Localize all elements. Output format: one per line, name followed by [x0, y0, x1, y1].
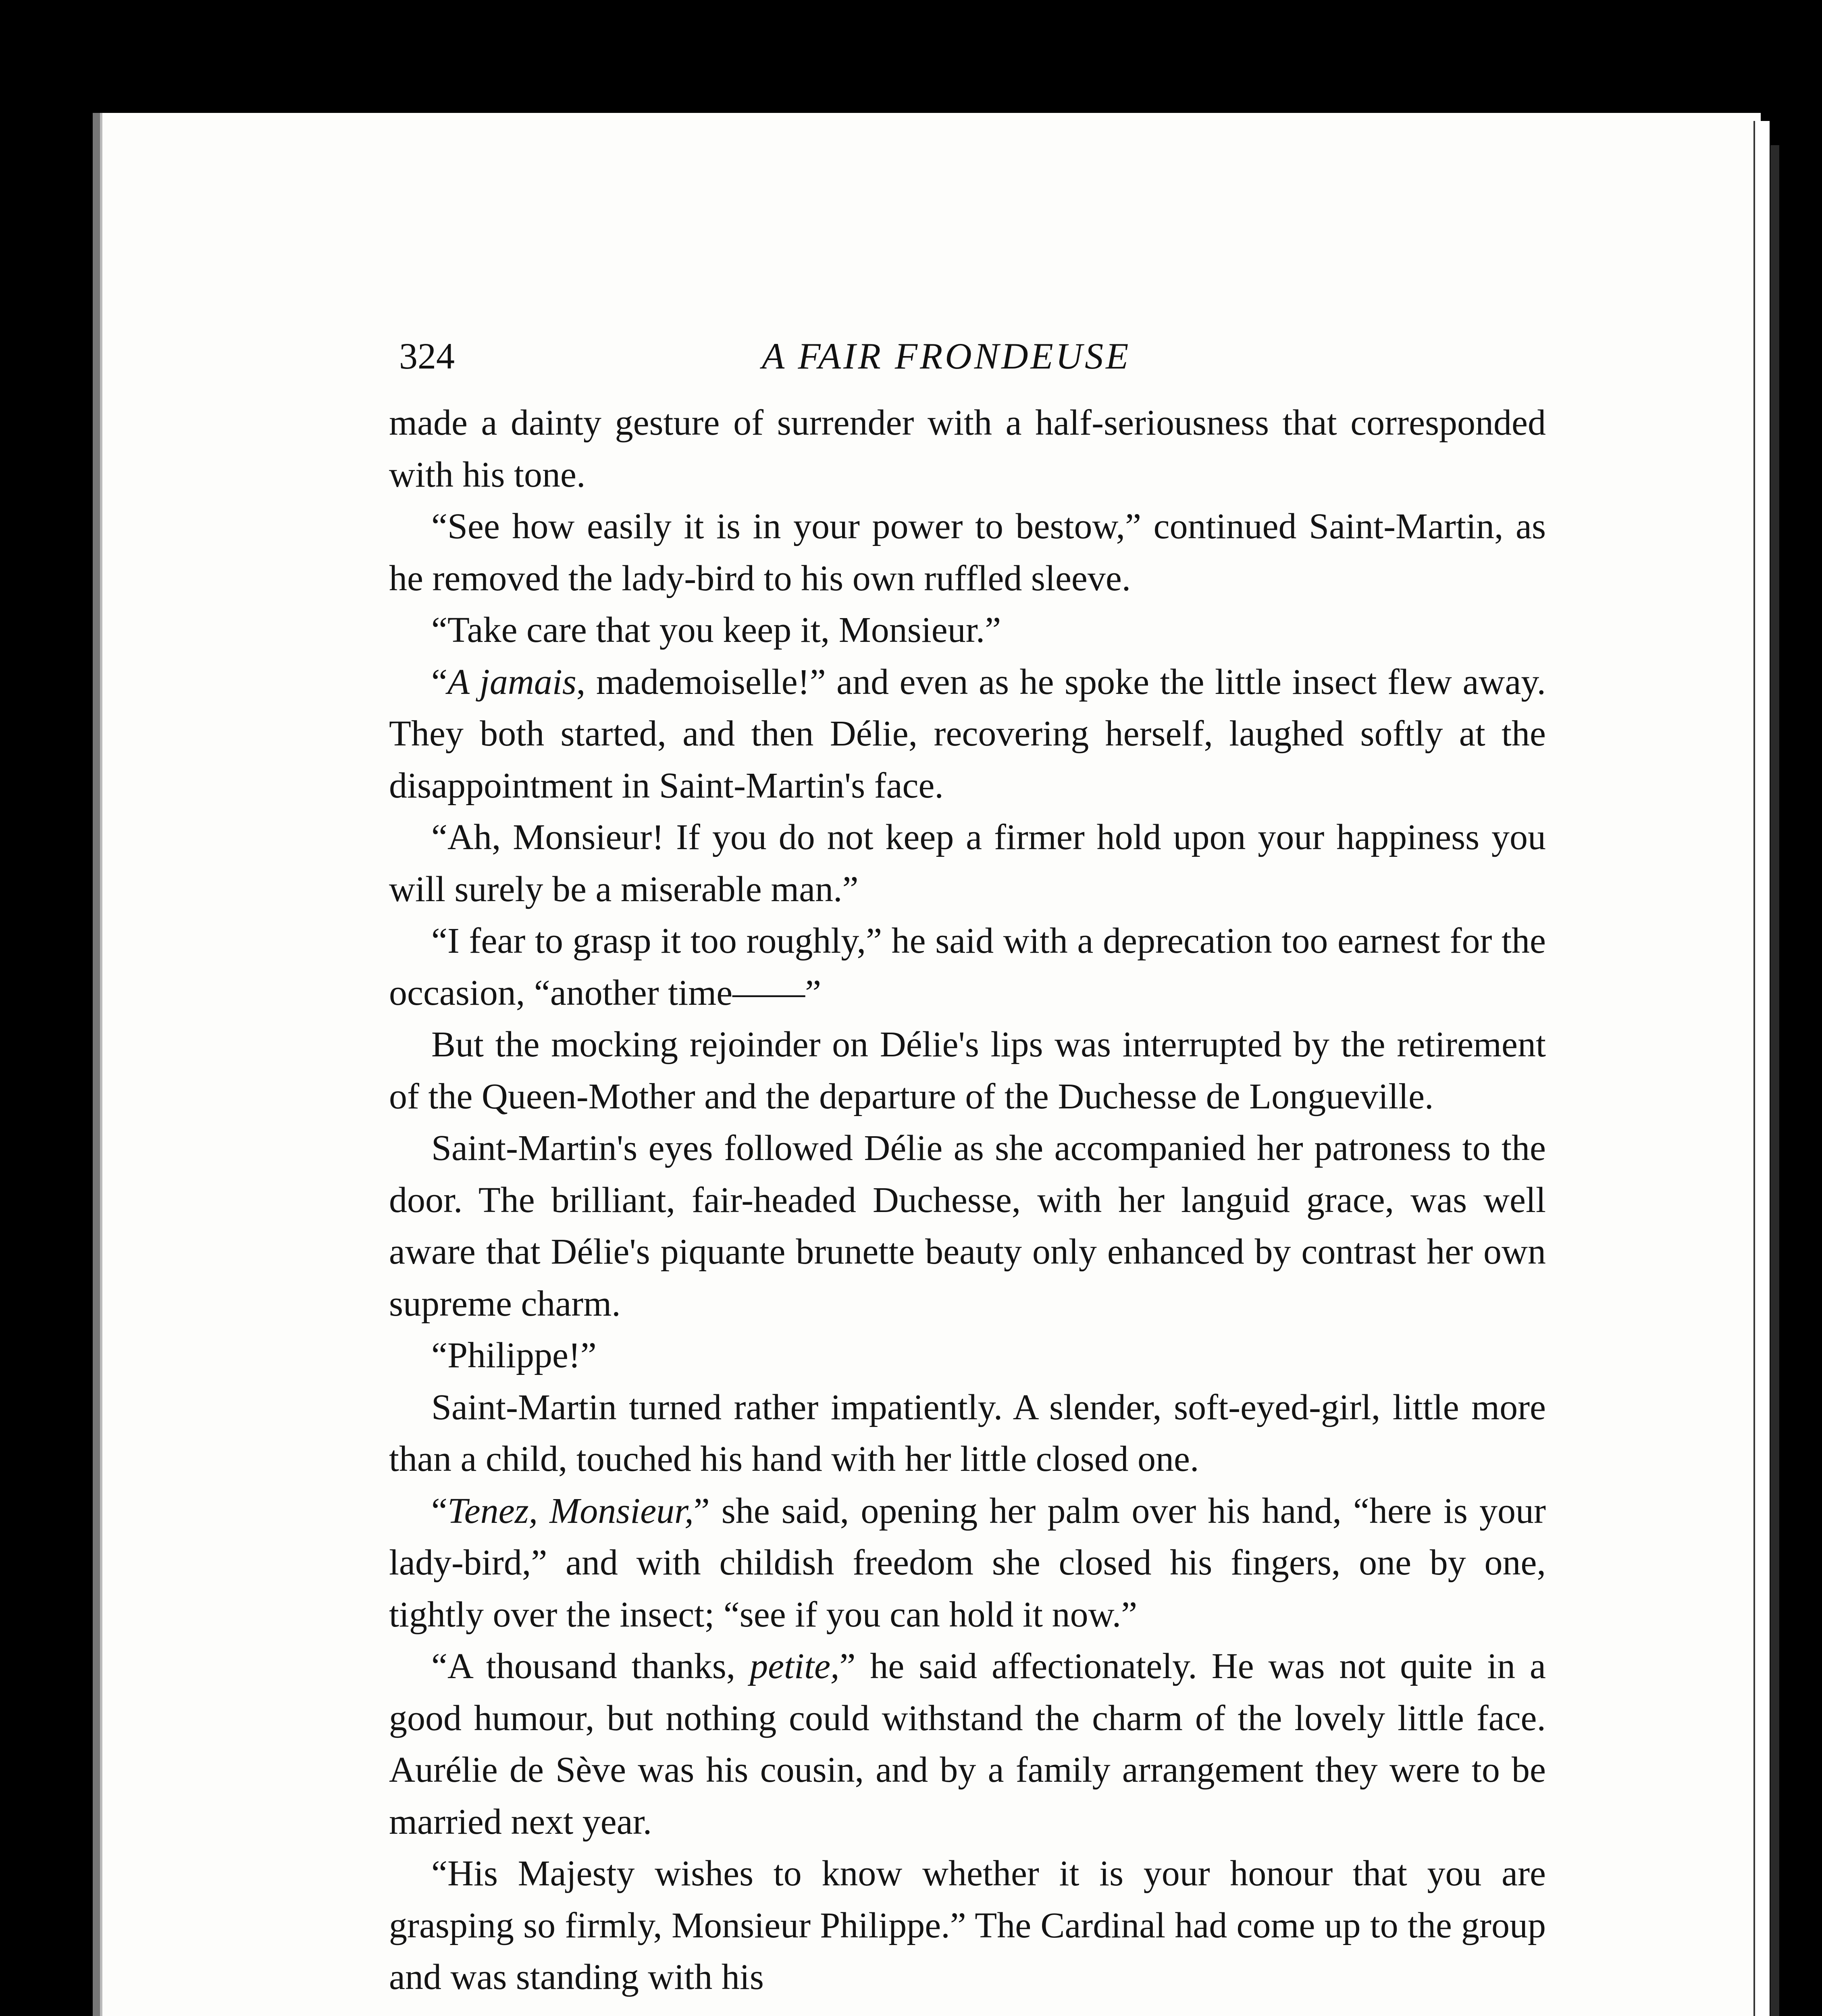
- body-text: [389, 397, 1546, 2004]
- italic-text: A jamais: [447, 662, 576, 702]
- facing-page-edge: [1753, 121, 1770, 2016]
- text-run: Saint-Martin's eyes followed Délie as she accompanied her patroness to the door. The brilliant, fair-headed Duchesse, with her languid grace, was well aware that Délie's piquante brunette beauty only enhanced by contrast her own supreme charm.: [389, 1128, 1546, 1324]
- text-run: “See how easily it is in your power to bestow,” continued Saint-Martin, as he removed the lady-bird to his own ruffled sleeve.: [389, 506, 1546, 598]
- text-run: “I fear to grasp it too roughly,” he said with a deprecation too earnest for the occasion, “another time——”: [389, 921, 1546, 1013]
- text-run: “A thousand thanks,: [431, 1646, 750, 1686]
- page-header: [399, 335, 1552, 383]
- text-run: “Philippe!”: [431, 1335, 597, 1375]
- text-run: But the mocking rejoinder on Délie's lips was interrupted by the retirement of the Queen-Mother and the departure of the Duchesse de Longueville.: [389, 1025, 1546, 1116]
- paragraph: [389, 1485, 1546, 1641]
- text-run: Saint-Martin turned rather impatiently. A slender, soft-eyed-girl, little more than a child, touched his hand with her little closed one.: [389, 1387, 1546, 1479]
- text-run: “: [431, 662, 447, 702]
- text-run: ” she said, opening her palm over his hand, “here is your lady-bird,” and with childish freedom she closed his fingers, one by one, tightly over the insect; “see if you can hold it now.”: [389, 1491, 1546, 1635]
- paragraph: [389, 1123, 1546, 1330]
- text-run: ” he said affectionately. He was not quite in a good humour, but nothing could withstand the charm of the lovely little face. Aurélie de Sève was his cousin, and by a family arrangement they were to be married next year.: [389, 1646, 1546, 1842]
- paragraph: [389, 1641, 1546, 1848]
- text-run: “Take care that you keep it, Monsieur.”: [431, 610, 1001, 650]
- paragraph: [389, 397, 1546, 501]
- page-number: 324: [399, 335, 455, 377]
- paragraph: [389, 604, 1546, 656]
- paragraph: [389, 1330, 1546, 1382]
- text-run: “Ah, Monsieur! If you do not keep a firmer hold upon your happiness you will surely be a miserable man.”: [389, 817, 1546, 909]
- italic-text: Tenez, Monsieur,: [447, 1491, 694, 1531]
- text-run: “: [431, 1491, 447, 1531]
- paragraph: [389, 1019, 1546, 1123]
- text-run: “His Majesty wishes to know whether it is your honour that you are grasping so firmly, Monsieur Philippe.” The Cardinal had come up to the group and was standing with his: [389, 1854, 1546, 1997]
- paragraph: [389, 656, 1546, 812]
- paragraph: [389, 1848, 1546, 2004]
- paragraph: [389, 501, 1546, 604]
- paragraph: [389, 915, 1546, 1019]
- binding-shadow: [1770, 145, 1779, 2016]
- paragraph: [389, 1382, 1546, 1485]
- text-run: , mademoiselle!” and even as he spoke the little insect flew away. They both started, and then Délie, recovering herself, laughed softly at the disappointment in Saint-Martin's face.: [389, 662, 1546, 806]
- text-run: made a dainty gesture of surrender with a half-seriousness that corresponded with his tone.: [389, 403, 1546, 495]
- running-head: A FAIR FRONDEUSE: [762, 335, 1131, 377]
- paragraph: [389, 812, 1546, 915]
- italic-text: petite,: [750, 1646, 840, 1686]
